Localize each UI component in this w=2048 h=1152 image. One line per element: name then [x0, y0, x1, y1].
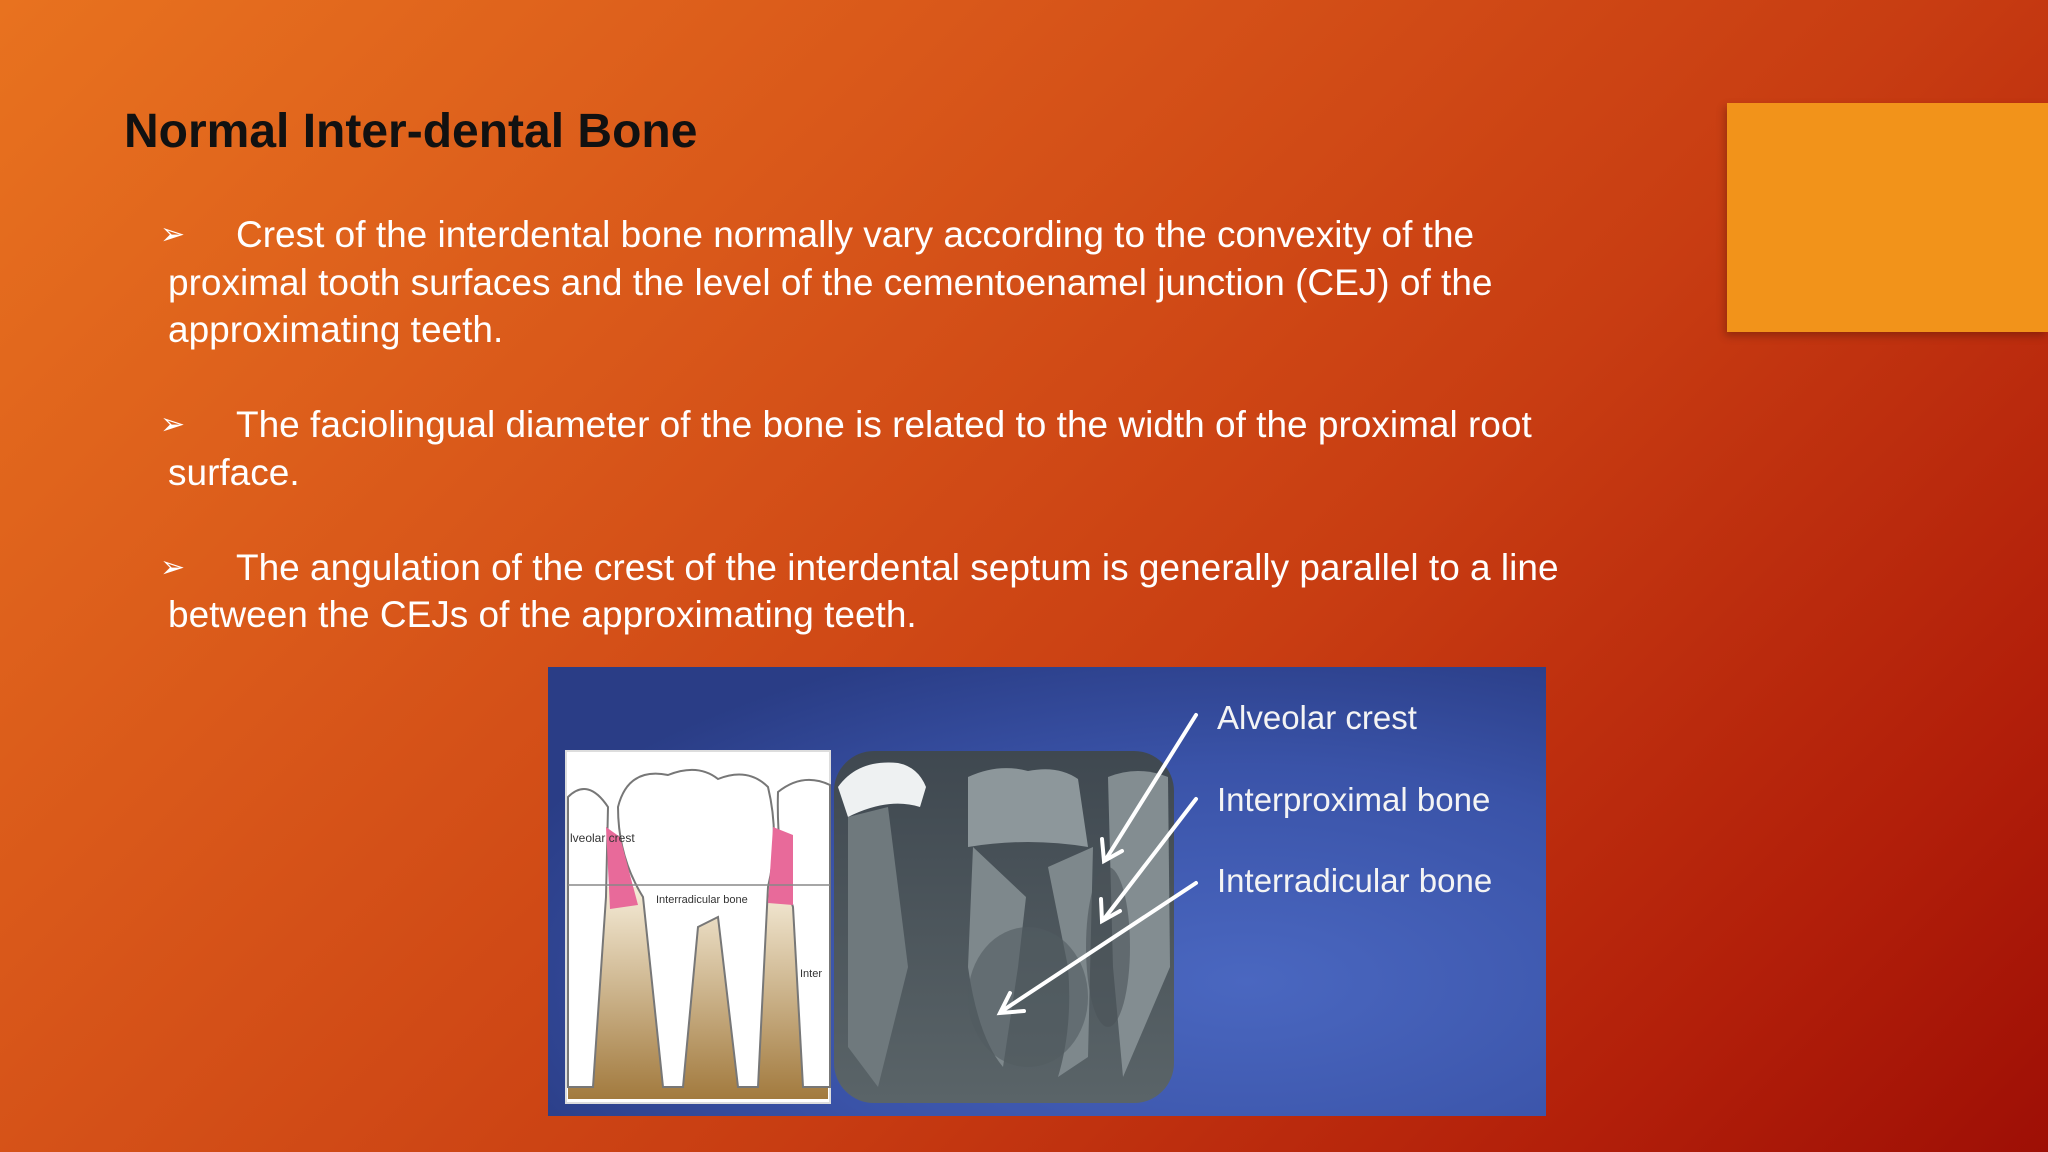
diagram-label-alveolar-crest: lveolar crest [570, 831, 635, 845]
figure-label-alveolar-crest: Alveolar crest [1217, 699, 1417, 736]
diagram-label-inter: Inter [800, 968, 823, 980]
slide-title: Normal Inter-dental Bone [124, 105, 698, 158]
bullet-item [160, 544, 1580, 639]
tooth-diagram [566, 751, 830, 1103]
accent-box [1727, 103, 2048, 332]
dental-xray [834, 751, 1174, 1103]
figure-label-interproximal-bone: Interproximal bone [1217, 781, 1491, 818]
arrow-bullet-icon: ➢ [160, 550, 186, 584]
bullet-text: The faciolingual diameter of the bone is related to the width of the proximal root surface. [168, 404, 1532, 493]
bullet-text: Crest of the interdental bone normally vary according to the convexity of the proximal tooth surfaces and the level of the cementoenamel junction (CEJ) of the approximating teeth. [168, 214, 1493, 350]
figure-label-interradicular-bone: Interradicular bone [1217, 862, 1493, 899]
bullet-list [160, 211, 1580, 686]
bullet-item [160, 401, 1580, 496]
diagram-label-interradicular: Interradicular bone [656, 894, 748, 906]
arrow-bullet-icon: ➢ [160, 408, 186, 441]
bullet-item [160, 211, 1580, 354]
arrow-bullet-icon: ➢ [160, 218, 186, 251]
bullet-text: The angulation of the crest of the interdental septum is generally parallel to a line between the CEJs of the approximating teeth. [168, 546, 1559, 635]
